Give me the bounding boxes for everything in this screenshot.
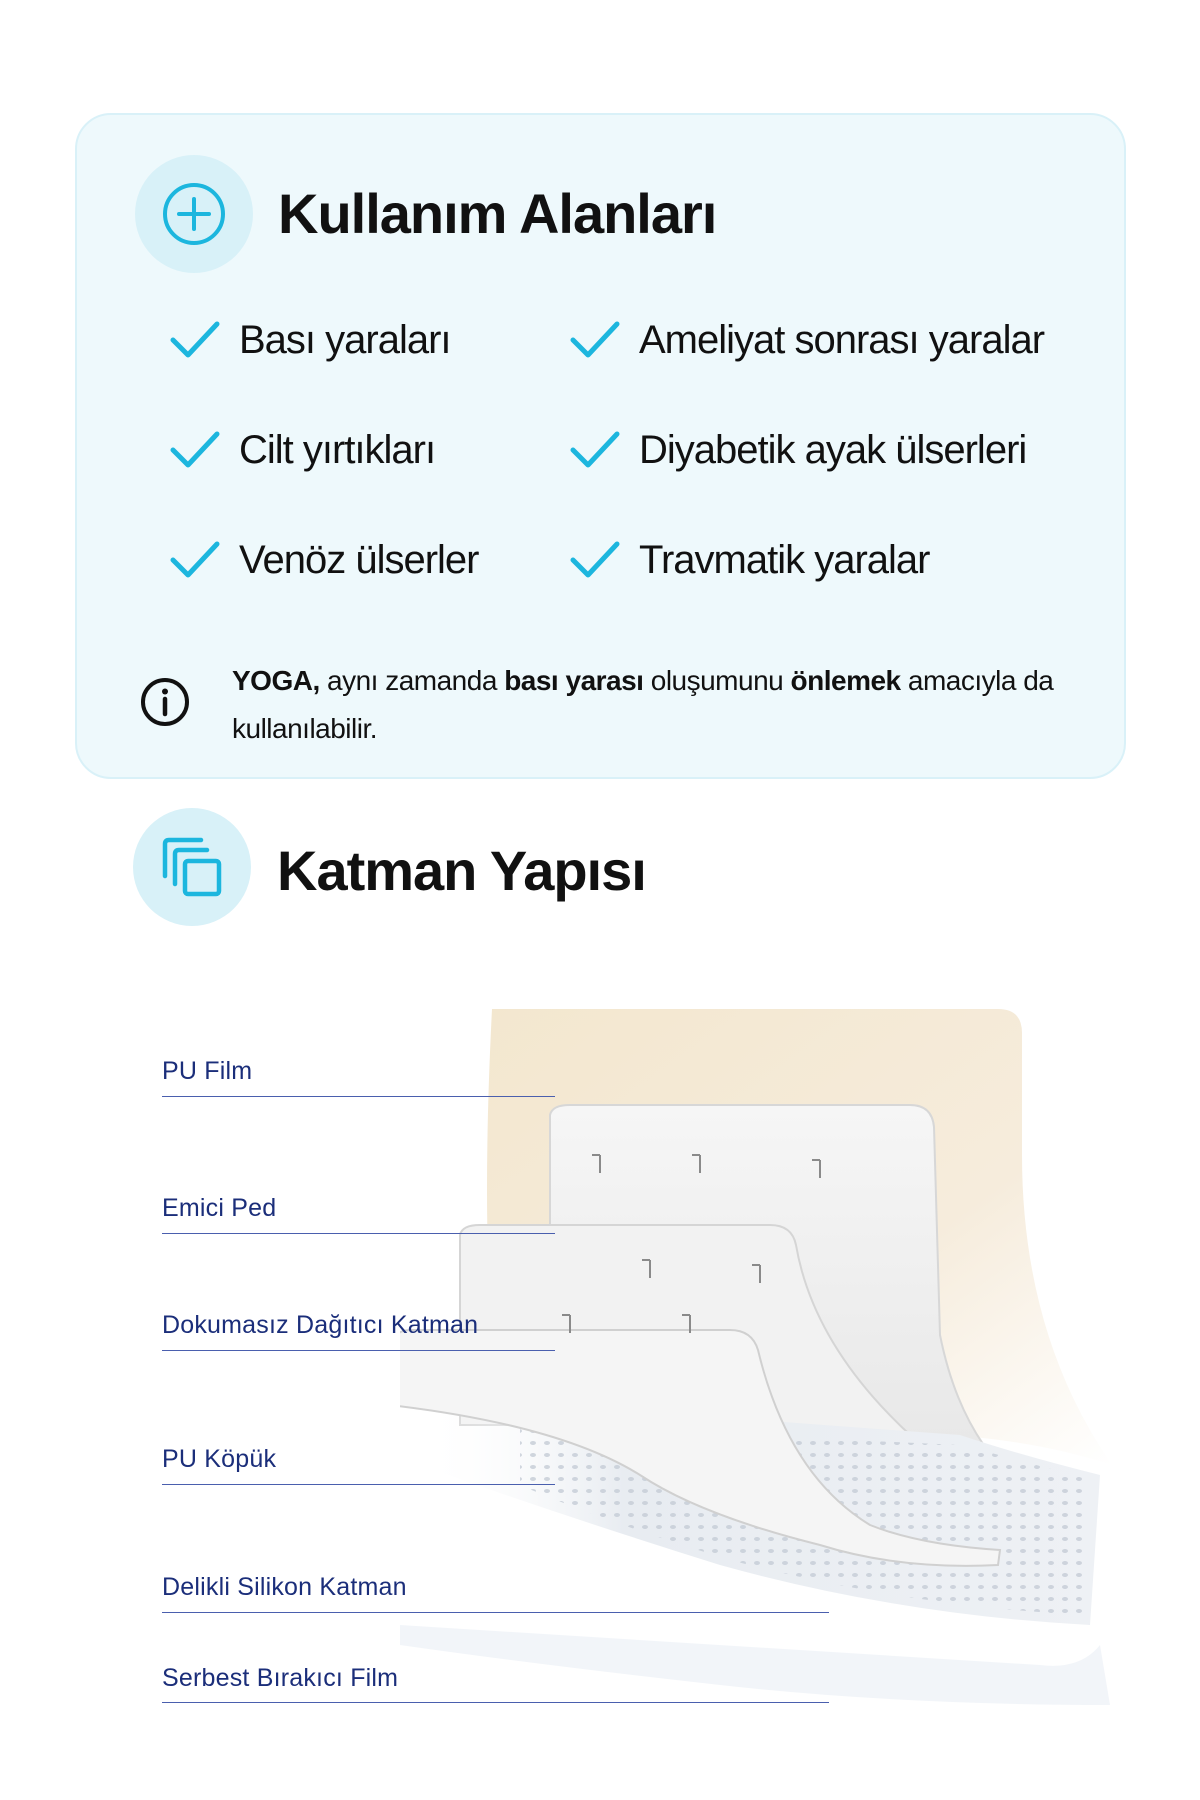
note-text-1: aynı zamanda	[319, 665, 505, 696]
use-item	[569, 530, 929, 590]
layer-leader-line	[162, 1233, 555, 1234]
layer-leader-line	[162, 1484, 555, 1485]
layer-leader-line	[162, 1350, 555, 1351]
use-item	[569, 420, 1026, 480]
use-item-label: Bası yaraları	[239, 317, 451, 362]
usage-note	[232, 657, 1102, 753]
usage-icon-badge	[135, 155, 253, 273]
dressing-layers-illustration	[400, 1005, 1120, 1725]
note-bold-2: önlemek	[790, 665, 901, 696]
layers-copy-icon	[157, 832, 227, 902]
note-text-3: amacıyla da kullanılabilir.	[232, 665, 1054, 744]
use-item	[569, 310, 1044, 370]
note-text-2: oluşumunu	[643, 665, 791, 696]
check-icon	[569, 318, 621, 362]
layer-label: PU Film	[162, 1057, 253, 1085]
check-icon	[169, 428, 221, 472]
plus-circle-icon	[161, 181, 227, 247]
layer-label: Serbest Bırakıcı Film	[162, 1664, 399, 1692]
layer-leader-line	[162, 1612, 829, 1613]
layer-label: PU Köpük	[162, 1445, 277, 1473]
check-icon	[169, 538, 221, 582]
usage-card	[75, 113, 1126, 779]
note-brand: YOGA,	[232, 665, 320, 696]
layers-icon-badge	[133, 808, 251, 926]
layer-label: Dokumasız Dağıtıcı Katman	[162, 1311, 479, 1339]
use-item-label: Cilt yırtıkları	[239, 427, 436, 472]
check-icon	[569, 538, 621, 582]
use-item-label: Diyabetik ayak ülserleri	[639, 427, 1027, 472]
usage-title: Kullanım Alanları	[278, 182, 717, 245]
use-item	[169, 310, 451, 370]
release-film-layer	[400, 1625, 1110, 1705]
layer-leader-line	[162, 1702, 829, 1703]
note-bold-1: bası yarası	[504, 665, 644, 696]
use-item-label: Ameliyat sonrası yaralar	[639, 317, 1045, 362]
use-item-label: Venöz ülserler	[239, 537, 479, 582]
use-item	[169, 530, 478, 590]
check-icon	[169, 318, 221, 362]
use-item-label: Travmatik yaralar	[639, 537, 930, 582]
info-icon	[139, 676, 191, 728]
layer-leader-line	[162, 1096, 555, 1097]
use-item	[169, 420, 435, 480]
layers-title: Katman Yapısı	[277, 839, 646, 902]
layer-label: Emici Ped	[162, 1194, 277, 1222]
check-icon	[569, 428, 621, 472]
layer-label: Delikli Silikon Katman	[162, 1573, 407, 1601]
